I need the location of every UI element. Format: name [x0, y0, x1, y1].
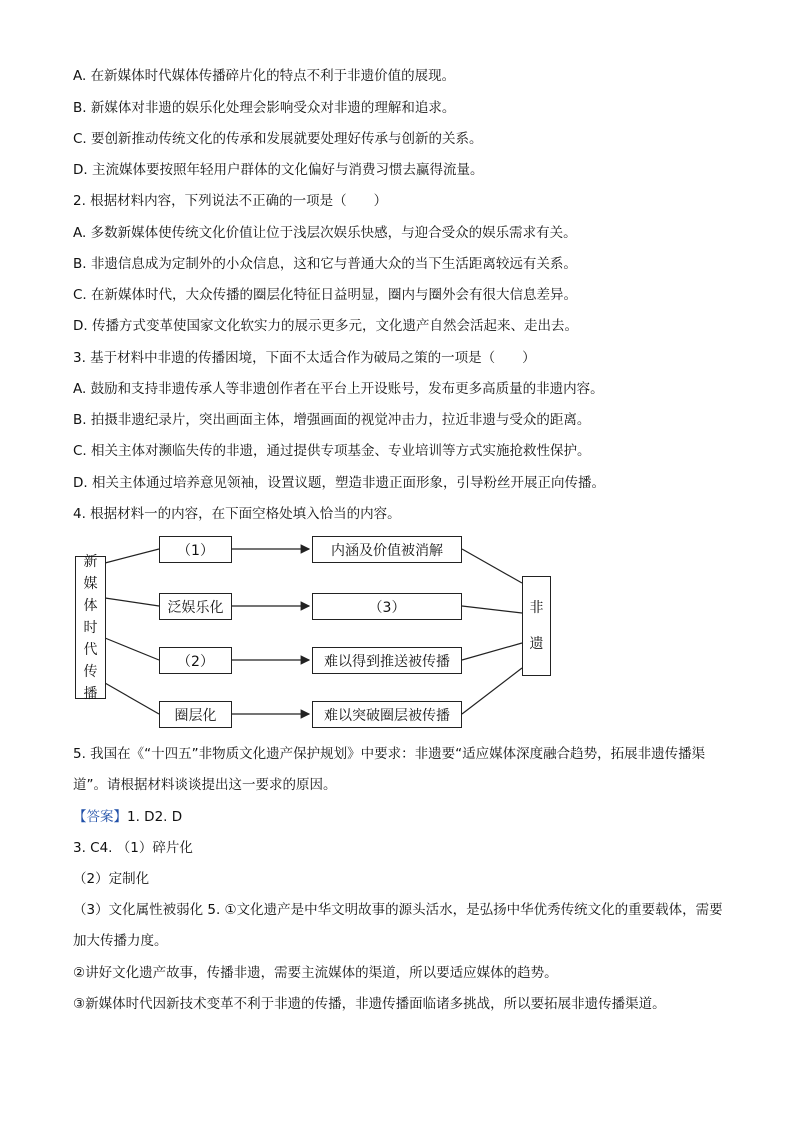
cause-box-4: 圈层化	[159, 701, 232, 728]
q3-option-a: A. 鼓励和支持非遗传承人等非遗创作者在平台上开设账号，发布更多高质量的非遗内容。	[73, 381, 604, 397]
q2-option-c: C. 在新媒体时代，大众传播的圈层化特征日益明显，圈内与圈外会有很大信息差异。	[73, 287, 578, 303]
target-char: 遗	[529, 636, 544, 652]
effect-box-3: 难以得到推送被传播	[312, 647, 462, 674]
source-char: 媒	[83, 575, 98, 592]
effect-box-4: 难以突破圈层被传播	[312, 701, 462, 728]
q2-option-d: D. 传播方式变革使国家文化软实力的展示更多元，文化遗产自然会活起来、走出去。	[73, 318, 578, 334]
q5-stem: 5. 我国在《“十四五”非物质文化遗产保护规划》中要求：非遗要“适应媒体深度融合趋势，拓展非遗传播渠道”。请根据材料谈谈提出这一要求的原因。	[73, 746, 706, 793]
effect-box-2: （3）	[312, 593, 462, 620]
fan-line-left-3	[105, 638, 159, 660]
source-box	[75, 553, 106, 702]
q1-option-a: A. 在新媒体时代媒体传播碎片化的特点不利于非遗价值的展现。	[73, 68, 456, 84]
fan-line-right-1	[462, 549, 522, 583]
source-char: 时	[83, 619, 98, 636]
target-char: 非	[529, 600, 544, 616]
fan-line-right-2	[462, 606, 522, 613]
source-char: 播	[83, 685, 98, 702]
fan-line-left-4	[105, 683, 159, 714]
q2-option-b: B. 非遗信息成为定制外的小众信息，这和它与普通大众的当下生活距离较远有关系。	[73, 256, 577, 272]
target-box	[522, 576, 551, 676]
source-char: 传	[83, 663, 98, 680]
fan-line-left-1	[105, 549, 159, 563]
source-char: 新	[83, 553, 98, 570]
effect-box-1: 内涵及价值被消解	[312, 536, 462, 563]
source-char: 体	[83, 597, 98, 614]
q3-option-b: B. 拍摄非遗纪录片，突出画面主体，增强画面的视觉冲击力，拉近非遗与受众的距离。	[73, 412, 591, 428]
answer-line-6: ③新媒体时代因新技术变革不利于非遗的传播，非遗传播面临诸多挑战，所以要拓展非遗传播渠道。	[73, 996, 666, 1012]
answer-line-3: （2）定制化	[73, 871, 150, 887]
q4-stem: 4. 根据材料一的内容，在下面空格处填入恰当的内容。	[73, 506, 401, 522]
answer-line-1	[73, 808, 733, 826]
fan-line-right-3	[462, 643, 522, 660]
q1-option-b: B. 新媒体对非遗的娱乐化处理会影响受众对非遗的理解和追求。	[73, 100, 456, 116]
answer-line-2: 3. C4. （1）碎片化	[73, 840, 193, 856]
q1-option-c: C. 要创新推动传统文化的传承和发展就要处理好传承与创新的关系。	[73, 131, 483, 147]
q3-stem: 3. 基于材料中非遗的传播困境，下面不太适合作为破局之策的一项是（ ）	[73, 350, 536, 366]
cause-box-1: （1）	[159, 536, 232, 563]
q3-option-c: C. 相关主体对濒临失传的非遗，通过提供专项基金、专业培训等方式实施抢救性保护。	[73, 443, 591, 459]
answer-tag: 【答案】	[73, 809, 127, 825]
answer-first: 1. D2. D	[127, 809, 183, 825]
q3-option-d: D. 相关主体通过培养意见领袖，设置议题，塑造非遗正面形象，引导粉丝开展正向传播。	[73, 475, 605, 491]
cause-box-2: 泛娱乐化	[159, 593, 232, 620]
answer-line-5: ②讲好文化遗产故事，传播非遗，需要主流媒体的渠道，所以要适应媒体的趋势。	[73, 965, 558, 981]
q2-stem: 2. 根据材料内容，下列说法不正确的一项是（ ）	[73, 193, 388, 209]
flow-diagram	[75, 533, 555, 733]
q1-option-d: D. 主流媒体要按照年轻用户群体的文化偏好与消费习惯去赢得流量。	[73, 162, 484, 178]
fan-line-right-4	[462, 668, 522, 714]
cause-box-3: （2）	[159, 647, 232, 674]
answer-line-4: （3）文化属性被弱化 5. ①文化遗产是中华文明故事的源头活水，是弘扬中华优秀传统文化的重要载体，需要加大传播力度。	[73, 902, 723, 949]
fan-line-left-2	[105, 598, 159, 606]
source-char: 代	[83, 641, 98, 658]
q2-option-a: A. 多数新媒体使传统文化价值让位于浅层次娱乐快感，与迎合受众的娱乐需求有关。	[73, 225, 577, 241]
